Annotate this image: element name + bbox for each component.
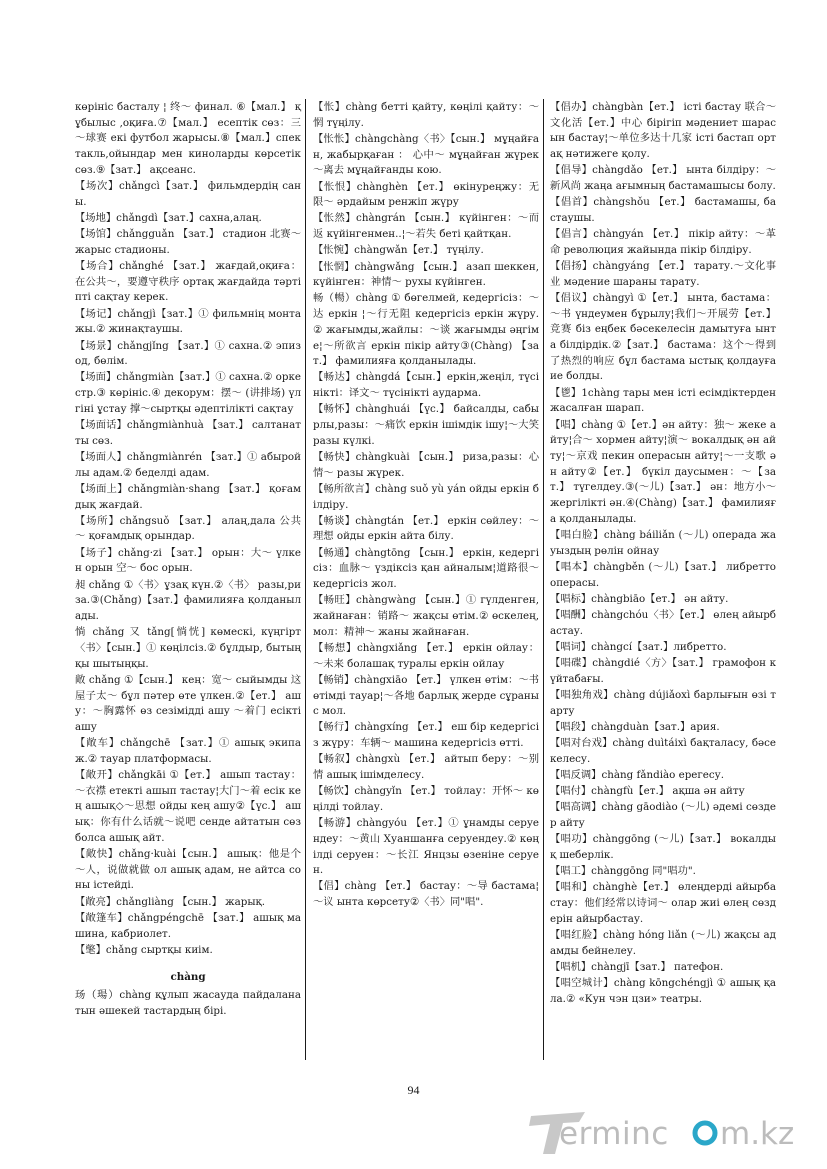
dictionary-entry: 【唱对台戏】chàng duìtáixì бақталасу, бәсекелесу. xyxy=(550,737,776,765)
dictionary-entry: 【畅达】chàngdá【сын.】еркін,жеңіл, түсінікті：译文～ түсінікті аударма. xyxy=(313,371,539,400)
dictionary-entry: 【唱付】chàngfù【ет.】 ақша ән айту xyxy=(550,785,745,798)
dictionary-entry: 【敞车】chǎngchē 【зат.】① ашық экипаж.② тауар платформасы. xyxy=(75,737,301,765)
dictionary-entry: 【畅旺】chàngwàng 【сын.】① гүлденген, жайнаған：销路～ жақсы өтім.② өскелең, мол：精神～ жаны жайнаған. xyxy=(313,594,539,638)
dictionary-entry: көрініс басталу ¦ 终～ финал. ⑥【мал.】 құбылыс ,оқиға.⑦【мал.】 есептік сөз：三～球赛 екі футбол жарысы.⑧【мал.】спектакль,ойындар мен киноларды көрсетік сөз.⑨【зат.】 ақсеанс. xyxy=(75,101,301,176)
dictionary-entry: 【场合】chǎnghé 【зат.】 жағдай,оқиға：在公共～，要遵守秩序 ортақ жағдайда тәртіпті сақтау керек. xyxy=(75,260,301,304)
dictionary-entry: 【场子】chǎng·zi 【зат.】 орын：大～ үлкен орын 空～ бос орын. xyxy=(75,546,301,575)
termincom-logo xyxy=(527,1106,817,1156)
dictionary-entry: 【畅通】chàngtōng 【сын.】 еркін, кедергісіз：血脉～ үздіксіз қан айналым¦道路很～ кедергісіз жол. xyxy=(313,546,539,591)
dictionary-entry: 【唱反调】chàng fǎndiào ерегесу. xyxy=(550,769,724,782)
dictionary-entry: 【畅谈】chàngtán 【ет.】 еркін сөйлеу：～理想 ойды еркін айта білу. xyxy=(313,514,539,543)
svg-text:m.kz: m.kz xyxy=(720,1116,795,1152)
dictionary-entry: 【畅所欲言】chàng suǒ yù yán ойды еркін білдіру. xyxy=(313,482,539,511)
dictionary-entry: 【唱和】chànghè【ет.】 өлеңдерді айырбастау：他们经常以诗词～ олар жиі өлең сөздерін айырбастау. xyxy=(550,881,776,925)
dictionary-entry: 【敞篷车】chǎngpéngchē 【зат.】 ашық машина, кабриолет. xyxy=(75,911,301,940)
dictionary-entry: 【唱】chàng ①【ет.】ән айту：独～ жеке айту¦合～ хормен айту¦演～ вокалдық ән айту¦～京戏 пекин операсын айту¦～一支歌 ән айту②【ет.】 бүкіл даусымен：～【зат.】 түгелдеу.③(～儿)【зат.】 ән：地方小～ жергілікті ән.④(Chàng)【зат.】 фамилияға қолданылады. xyxy=(550,418,776,525)
dictionary-entry: 畅（暢）chàng ① бөгелмей, кедергісіз：～达 еркін ¦～行无阻 кедергісіз еркін жүру. ② жағымды,жайлы：～谈 жағымды әңгіме¦～所欲言 еркін пікір айту③(Chàng) 【зат.】 фамилияға қолданылады. xyxy=(313,292,539,368)
dictionary-entry: 【唱词】chàngcí【зат.】либретто. xyxy=(550,640,727,653)
page-number: 94 xyxy=(407,1083,420,1097)
dictionary-entry: 【怅然】chàngrán 【сын.】 күйінген：～而返 күйінгенмен..¦～若失 беті қайтқан. xyxy=(313,212,539,241)
dictionary-entry: 【场馆】chǎngguǎn 【зат.】 стадион 北赛～ жарыс стадионы. xyxy=(75,228,301,256)
dictionary-entry: 【场面】chǎngmiàn【зат.】① сахна.② оркестр.③ көрініс.④ декорум：摆～ (讲排场) үлгіні ұстау 撑～сыртқы әдептілікті сақтау xyxy=(75,371,301,415)
dictionary-entry: 【倡议】chàngyì ①【ет.】 ынта, бастама：～书 үндеумен бұрылу¦我们～开展劳【ет.】竞赛 біз еңбек бәсекелесін дамытуға ынта білдірдік.②【зат.】 бастама：这个～得到了热烈的响应 бұл бастама ыстық қолдауға ие болды. xyxy=(550,291,776,383)
dictionary-entry: 【唱工】chànggōng 同"唱功". xyxy=(550,865,696,878)
dictionary-entry: 【场面人】chǎngmiànrén 【зат.】① абыройлы адам.② беделді адам. xyxy=(75,450,301,479)
dictionary-entry: 敞 chǎng ①【сын.】 кең：宽～ сыйымды 这屋子太～ бұл пәтер өте үлкен.②【ет.】 ашу：～胸露怀 өз сезімідді ашу ～着门 есікті ашу xyxy=(75,673,301,733)
dictionary-entry: 【场记】chǎngjì【зат.】① фильмнің монтажы.② жинақтаушы. xyxy=(75,307,301,336)
column-divider-right xyxy=(543,99,544,1060)
dictionary-entry: 【怅惋】chàngwǎn【ет.】 түңілу. xyxy=(313,244,484,257)
dictionary-entry: 【唱酬】chàngchóu〈书〉【ет.】 өлең айырбастау. xyxy=(550,609,776,637)
dictionary-entry: 【唱红脸】chàng hóng liǎn (～儿) жақсы адамды бейнелеу. xyxy=(550,929,776,957)
dictionary-entry: 【场所】chǎngsuǒ 【зат.】 алаң,дала 公共～ қоғамдық орындар. xyxy=(75,514,301,543)
dictionary-entry: 【敞快】chǎng·kuài【сын.】 ашық：他是个～人，说做就做 ол ашық адам, не айтса соны істейді. xyxy=(75,848,301,892)
section-heading: chàng xyxy=(170,971,206,984)
dictionary-entry: 【唱段】chàngduàn【зат.】ария. xyxy=(550,720,720,733)
dictionary-entry: 【场面上】chǎngmiàn·shang 【зат.】 қоғамдық жағдай. xyxy=(75,482,301,511)
dictionary-entry: 【唱机】chàngjī【зат.】 патефон. xyxy=(550,960,724,973)
dictionary-entry: 【倡】chàng 【ет.】 бастау：～导 бастама¦～议 ынта көрсету②〈书〉同"唱". xyxy=(313,880,539,909)
svg-text:erminc: erminc xyxy=(559,1116,669,1152)
dictionary-entry: 【唱空城计】chàng kōngchéngjì ① ашық қала.② «Кун чэн цзи» театры. xyxy=(550,977,776,1005)
dictionary-entry: 【倡言】chàngyán 【ет.】 пікір айту：～革命 революция жайында пікір білдіру. xyxy=(550,228,776,256)
column-divider-left xyxy=(305,99,306,1060)
dictionary-entry: 昶 chǎng ①〈书〉ұзақ күн.②〈书〉 разы,риза.③(Chǎng)【зат.】фамилияға қолданылады. xyxy=(75,578,301,622)
dictionary-entry: 【唱独角戏】chàng dújiǎoxì барлығын өзі тарту xyxy=(550,689,776,717)
dictionary-entry: 【倡扬】chàngyáng 【ет.】 тарату.～文化事业 мәдение шараны тарату. xyxy=(550,260,776,288)
dictionary-entry: 【唱功】chànggōng (～儿)【зат.】 вокалдық шеберлік. xyxy=(550,833,776,862)
dictionary-entry: 【畅饮】chàngyǐn 【ет.】 тойлау：开怀～ көңілді тойлау. xyxy=(313,785,539,813)
dictionary-column-3 xyxy=(550,100,776,1008)
dictionary-entry: 【畅想】chàngxiǎng 【ет.】 еркін ойлау：～未来 болашақ туралы еркін ойлау xyxy=(313,641,539,670)
dictionary-entry: 【怅恨】chànghèn 【ет.】 өкінуреңжу：无限～ әрдайым ренжіп жүру xyxy=(313,180,539,209)
dictionary-entry: 【怅惘】chàngwǎng 【сын.】 азап шеккен,күйінген：神情～ рухы күйінген. xyxy=(313,260,539,289)
dictionary-entry: 【场次】chǎngcì【зат.】 фильмдердің саны. xyxy=(75,180,301,208)
dictionary-entry: 【场地】chǎngdì【зат.】сахна,алаң. xyxy=(75,211,262,224)
dictionary-entry: 【倡导】chàngdǎo 【ет.】 ынта білдіру：～新风尚 жаңа ағымның бастамашысы болу. xyxy=(550,164,776,193)
dictionary-entry: 【畅快】chàngkuài 【сын.】 риза,разы：心情～ разы жүрек. xyxy=(313,450,539,479)
dictionary-entry: 【敞开】chǎngkāi ①【ет.】 ашып тастау：～衣襟 етекті ашып тастау¦大门～着 есік кең ашық◇～思想 ойды кең ашу②【үс.】 ашық：你有什么话就～说吧 сенде айтатын сөз болса ашық айт. xyxy=(75,769,301,844)
dictionary-entry: 【唱高调】chàng gāodiào (～儿) әдемі сөздер айту xyxy=(550,801,776,830)
dictionary-column-1 xyxy=(75,100,301,1020)
dictionary-entry: 【畅叙】chàngxù 【ет.】 айтып беру：～别情 ашық ішімделесу. xyxy=(313,753,539,782)
dictionary-entry: 【畅怀】chànghuái 【үс.】 байсалды, сабырлы,разы：～痛饮 еркін ішімдік ішу¦～大笑 разы күлкі. xyxy=(313,403,539,447)
dictionary-entry: 【畅游】chàngyóu 【ет.】① ұнамды серуендеу：～黄山 Хуаншанға серуендеу.② көңілді серуен：～长江 Янцзы өзеніне серуен. xyxy=(313,817,539,877)
dictionary-entry: 【倡办】chàngbàn【ет.】 істі бастау 联合～文化活【ет.】中心 бірігіп мәдениет шарасын бастау¦～单位多达十几家 істі бастап ортақ нәтижеге қолу. xyxy=(550,101,776,161)
dictionary-entry: 【唱白脸】chàng báiliǎn (～儿) операда жауыздың рөлін ойнау xyxy=(550,528,776,557)
dictionary-entry: 惝 chǎng 又 tǎng[惝恍] көмескі, күңгірт〈书〉【сын.】① көңілсіз.② бұлдыр, бытыңқы шытыңқы. xyxy=(75,626,301,670)
dictionary-entry: 【唱标】chàngbiāo【ет.】 ән айту. xyxy=(550,592,729,605)
dictionary-entry: 【场面话】chǎngmiànhuà 【зат.】 салтанатты сөз. xyxy=(75,419,301,447)
dictionary-entry: 【唱本】chàngběn (～儿)【зат.】 либретто операсы. xyxy=(550,560,776,589)
dictionary-entry: 【鬯】1chàng тары мен істі есімдіктерден жасалған шарап. xyxy=(550,386,776,415)
dictionary-entry: 【敞亮】chǎngliàng 【сын.】 жарық. xyxy=(75,895,266,908)
dictionary-entry: 【怅怅】chàngchàng〈书〉【сын.】 мұңайған, жабырқаған ： 心中～ мұңайған жүрек ～离去 мұңайғанды кою. xyxy=(313,132,539,177)
dictionary-column-2 xyxy=(313,100,539,911)
dictionary-entry: 【氅】chǎng сыртқы киім. xyxy=(75,943,213,956)
dictionary-entry: 【唱碟】chàngdié〈方〉【зат.】 грамофон күйтабағы. xyxy=(550,657,776,685)
dictionary-entry: 【畅行】chàngxíng 【ет.】 еш бір кедергісіз жүру：车辆～ машина кедергісіз өтті. xyxy=(313,721,539,750)
dictionary-entry: 【场景】chǎngjǐng 【зат.】① сахна.② эпизод, бөлім. xyxy=(75,339,301,368)
dictionary-entry: 【倡首】chàngshǒu 【ет.】 бастамашы, бастаушы. xyxy=(550,196,776,224)
dictionary-entry: 【畅销】chàngxiāo 【ет.】 үлкен өтім：～书 өтімді тауар¦～各地 барлық жерде сұраныс мол. xyxy=(313,673,539,718)
dictionary-entry: 【怅】chàng бетті қайту, көңілі қайту：～惘 түңілу. xyxy=(313,101,539,129)
dictionary-entry: 玚（瑒）chàng құлып жасауда пайдаланатын әшекей тастардың бірі. xyxy=(75,989,301,1017)
